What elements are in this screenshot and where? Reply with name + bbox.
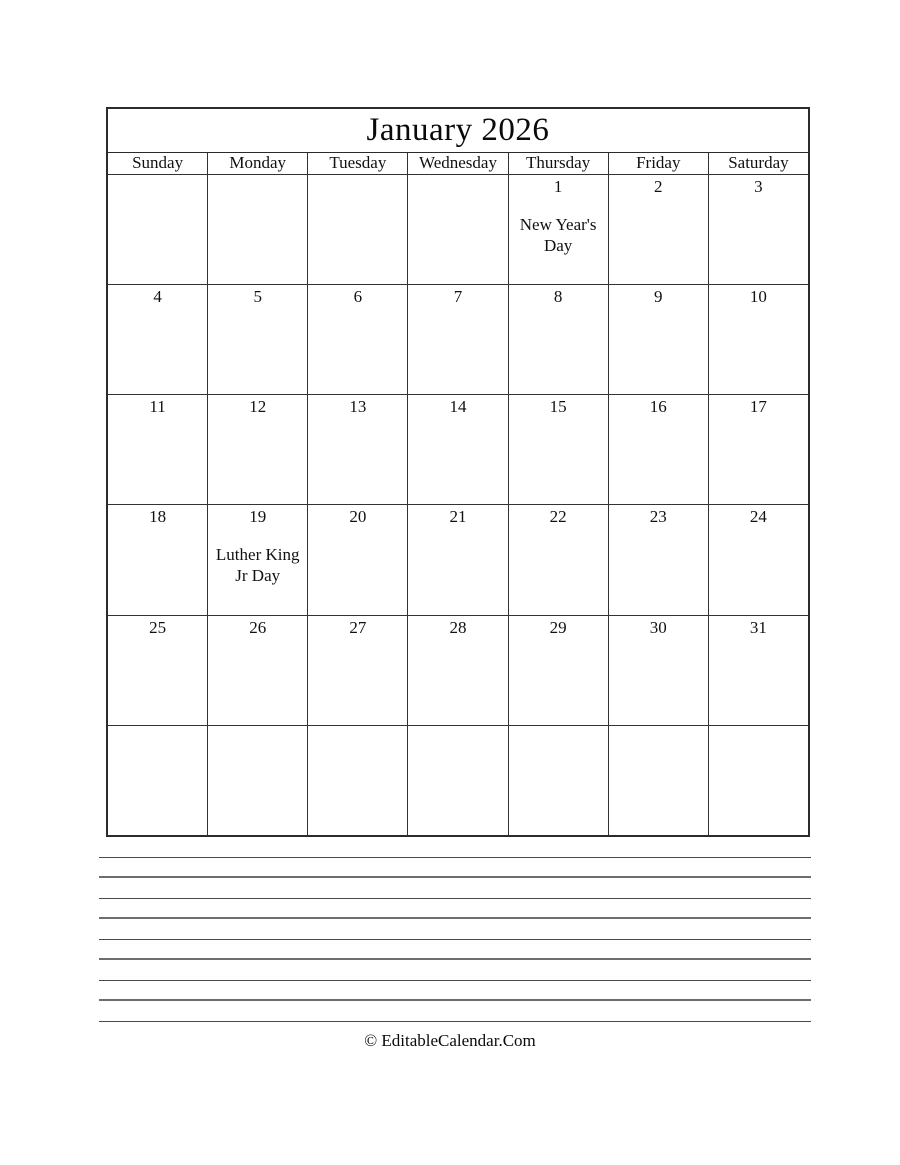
calendar-cell — [709, 616, 808, 725]
date-number: 19 — [249, 507, 267, 527]
calendar-cell — [509, 616, 608, 725]
calendar-cell — [208, 616, 307, 725]
date-number: 20 — [349, 507, 367, 527]
calendar-cell — [208, 175, 307, 284]
calendar-cell — [208, 285, 307, 394]
calendar-cell — [609, 175, 708, 284]
note-line — [99, 940, 811, 960]
date-number: 14 — [449, 397, 467, 417]
calendar-cell — [208, 726, 307, 835]
date-number: 31 — [749, 617, 767, 637]
calendar-cell — [509, 395, 608, 504]
note-line — [99, 899, 811, 919]
calendar-cell — [308, 285, 407, 394]
date-number: 1 — [553, 177, 563, 196]
calendar-cell — [308, 616, 407, 725]
date-number: 23 — [649, 507, 667, 527]
calendar-cell — [709, 505, 808, 614]
calendar-cell — [609, 505, 708, 614]
calendar-cell — [509, 505, 608, 614]
day-header-saturday: Saturday — [709, 153, 808, 174]
calendar-cell — [108, 175, 207, 284]
calendar-cell — [709, 726, 808, 835]
note-line — [99, 1001, 811, 1022]
date-number: 24 — [749, 507, 767, 527]
notes-ruled-lines — [99, 837, 811, 1022]
date-number: 7 — [453, 287, 463, 307]
day-header-sunday: Sunday — [108, 153, 207, 174]
calendar-cell — [709, 285, 808, 394]
date-number: 22 — [549, 507, 567, 527]
calendar-cell — [308, 726, 407, 835]
calendar-cell — [108, 285, 207, 394]
date-number: 28 — [449, 617, 467, 637]
date-number: 9 — [654, 287, 663, 307]
calendar-cell — [408, 395, 507, 504]
day-header-wednesday: Wednesday — [408, 153, 507, 174]
date-number: 11 — [149, 397, 166, 417]
calendar-cell — [308, 175, 407, 284]
calendar-grid — [108, 153, 808, 835]
date-number: 16 — [649, 397, 667, 417]
date-number: 26 — [249, 617, 267, 637]
calendar-cell — [108, 395, 207, 504]
date-number: 8 — [553, 287, 563, 307]
date-number: 21 — [449, 507, 467, 527]
note-line — [99, 858, 811, 878]
date-number: 4 — [153, 287, 162, 307]
note-line — [99, 981, 811, 1001]
date-number: 17 — [749, 397, 767, 417]
date-number: 18 — [149, 507, 167, 527]
date-number: 25 — [149, 617, 167, 637]
day-header-thursday: Thursday — [509, 153, 608, 174]
calendar-cell — [408, 175, 507, 284]
day-header-tuesday: Tuesday — [308, 153, 407, 174]
calendar-cell — [509, 726, 608, 835]
calendar-cell — [609, 726, 708, 835]
day-header-friday: Friday — [609, 153, 708, 174]
date-number: 29 — [549, 617, 567, 637]
calendar-cell — [408, 505, 507, 614]
date-number: 3 — [754, 177, 763, 196]
note-line — [99, 919, 811, 940]
note-line — [99, 837, 811, 858]
calendar-cell — [308, 505, 407, 614]
calendar-month-title: January 2026 — [108, 109, 808, 153]
note-line — [99, 960, 811, 981]
note-line — [99, 878, 811, 899]
holiday-label: Luther King Jr Day — [215, 545, 300, 586]
calendar-cell — [408, 285, 507, 394]
date-number: 13 — [349, 397, 367, 417]
calendar-cell — [108, 505, 207, 614]
date-number: 5 — [253, 287, 262, 307]
calendar-cell — [509, 175, 608, 284]
date-number: 2 — [654, 177, 663, 196]
date-number: 10 — [749, 287, 767, 307]
calendar-cell — [709, 175, 808, 284]
date-number: 27 — [349, 617, 367, 637]
calendar-cell — [609, 616, 708, 725]
date-number: 6 — [353, 287, 363, 307]
date-number: 12 — [249, 397, 267, 417]
calendar-cell — [108, 726, 207, 835]
holiday-label: New Year's Day — [519, 215, 597, 255]
calendar-cell — [108, 616, 207, 725]
calendar-cell — [609, 395, 708, 504]
calendar-cell — [408, 726, 507, 835]
date-number: 15 — [549, 397, 567, 417]
calendar-cell — [709, 395, 808, 504]
calendar-cell — [208, 505, 307, 614]
date-number: 30 — [649, 617, 667, 637]
calendar-cell — [308, 395, 407, 504]
calendar-cell — [609, 285, 708, 394]
calendar-table — [106, 107, 810, 837]
calendar-cell — [408, 616, 507, 725]
calendar-cell — [509, 285, 608, 394]
calendar-cell — [208, 395, 307, 504]
day-header-monday: Monday — [208, 153, 307, 174]
footer-credit: © EditableCalendar.Com — [364, 1031, 536, 1050]
